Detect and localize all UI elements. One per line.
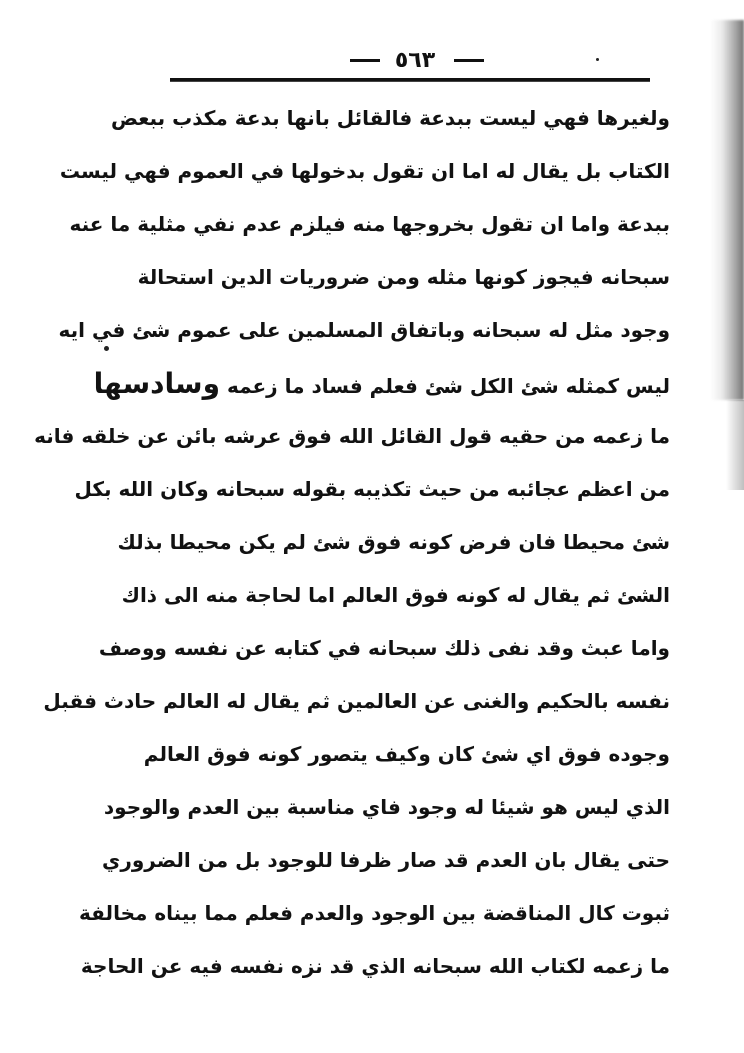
text-line: الذي ليس هو شيئا له وجود فاي مناسبة بين العدم والوجود xyxy=(103,795,670,819)
text-line: وجوده فوق اي شئ كان وكيف يتصور كونه فوق العالم xyxy=(143,742,670,766)
text-line: نفسه بالحكيم والغنى عن العالمين ثم يقال له العالم حادث فقبل xyxy=(43,689,670,713)
text-line: شئ محيطا فان فرض كونه فوق شئ لم يكن محيطا بذلك xyxy=(117,530,670,554)
page-header xyxy=(170,42,650,90)
page-edge-shadow xyxy=(710,20,744,400)
text-line-with-heading xyxy=(93,357,670,410)
page-number-dash-right xyxy=(454,59,484,62)
text-line: ثبوت كال المناقضة بين الوجود والعدم فعلم مما بيناه مخالفة xyxy=(79,901,670,925)
text-line: الشئ ثم يقال له كونه فوق العالم اما لحاجة منه الى ذاك xyxy=(121,583,670,607)
text-line-fragment: ليس كمثله شئ الكل شئ فعلم فساد ما زعمه xyxy=(226,374,670,398)
text-line: ولغيرها فهي ليست ببدعة فالقائل بانها بدعة مكذب ببعض xyxy=(110,106,670,130)
page-edge-shadow-lower xyxy=(726,400,744,490)
header-dot xyxy=(596,58,599,61)
text-line: من اعظم عجائبه من حيث تكذيبه بقوله سبحانه وكان الله بكل xyxy=(74,477,670,501)
text-line: واما عبث وقد نفى ذلك سبحانه في كتابه عن نفسه ووصف xyxy=(98,636,670,660)
text-line: ما زعمه لكتاب الله سبحانه الذي قد نزه نفسه فيه عن الحاجة xyxy=(80,954,670,978)
header-rule xyxy=(170,78,650,82)
text-line: سبحانه فيجوز كونها مثله ومن ضروريات الدين استحالة xyxy=(137,265,670,289)
text-line: وجود مثل له سبحانه وباتفاق المسلمين على عموم شئ في ايه xyxy=(58,318,670,342)
page-number: ٥٦٣ xyxy=(394,48,436,73)
text-line: ما زعمه من حقيه قول القائل الله فوق عرشه بائن عن خلقه فانه xyxy=(34,424,670,448)
text-line: حتى يقال بان العدم قد صار ظرفا للوجود بل من الضروري xyxy=(101,848,670,872)
body-text xyxy=(34,92,670,993)
text-line: الكتاب بل يقال له اما ان تقول بدخولها في العموم فهي ليست xyxy=(59,159,670,183)
text-line: ببدعة واما ان تقول بخروجها منه فيلزم عدم نفي مثلية ما عنه xyxy=(69,212,670,236)
inline-heading: وسادسها xyxy=(93,367,220,400)
